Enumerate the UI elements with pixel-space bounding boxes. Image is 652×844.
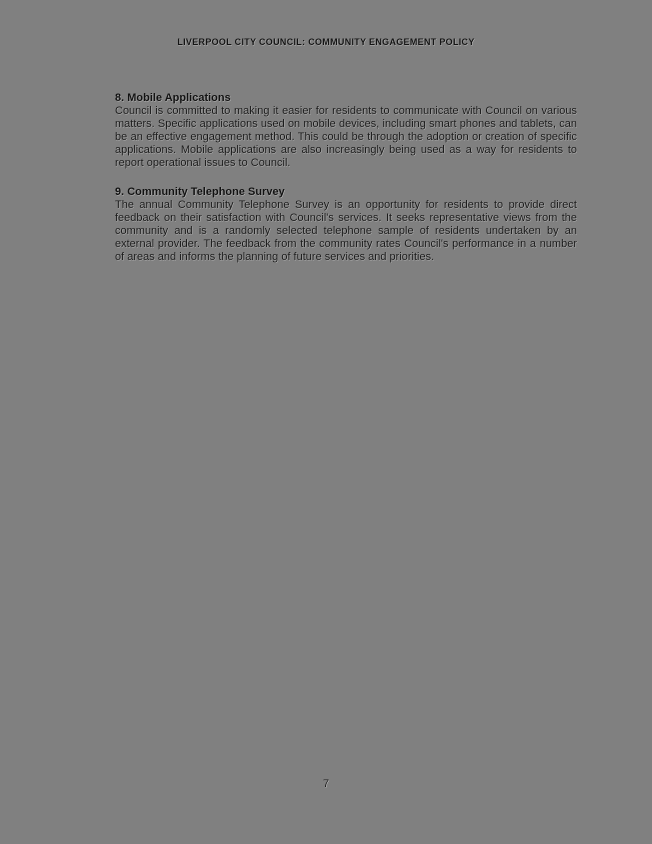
section-heading: 9. Community Telephone Survey <box>115 186 285 198</box>
section-body-text: Council is committed to making it easier for residents to communicate with Council on various matters. Specific applications used on mobile devices, including smart phones and tablets, can be an effective engagement method. This could be through the adoption or creation of specific applications. Mobile applications are also increasingly being used as a way for residents to report operational issues to Council. <box>115 105 577 169</box>
page-number: 7 <box>322 778 330 790</box>
document-content <box>115 92 577 264</box>
section-heading: 8. Mobile Applications <box>115 92 231 104</box>
document-header-title: LIVERPOOL CITY COUNCIL: COMMUNITY ENGAGEMENT POLICY <box>177 37 475 47</box>
section-community-telephone-survey <box>115 186 577 264</box>
section-body-text: The annual Community Telephone Survey is an opportunity for residents to provide direct feedback on their satisfaction with Council's services. It seeks representative views from the community and is a randomly selected telephone sample of residents undertaken by an external provider. The feedback from the community rates Council's performance in a number of areas and informs the planning of future services and priorities. <box>115 199 577 263</box>
section-mobile-applications <box>115 92 577 170</box>
